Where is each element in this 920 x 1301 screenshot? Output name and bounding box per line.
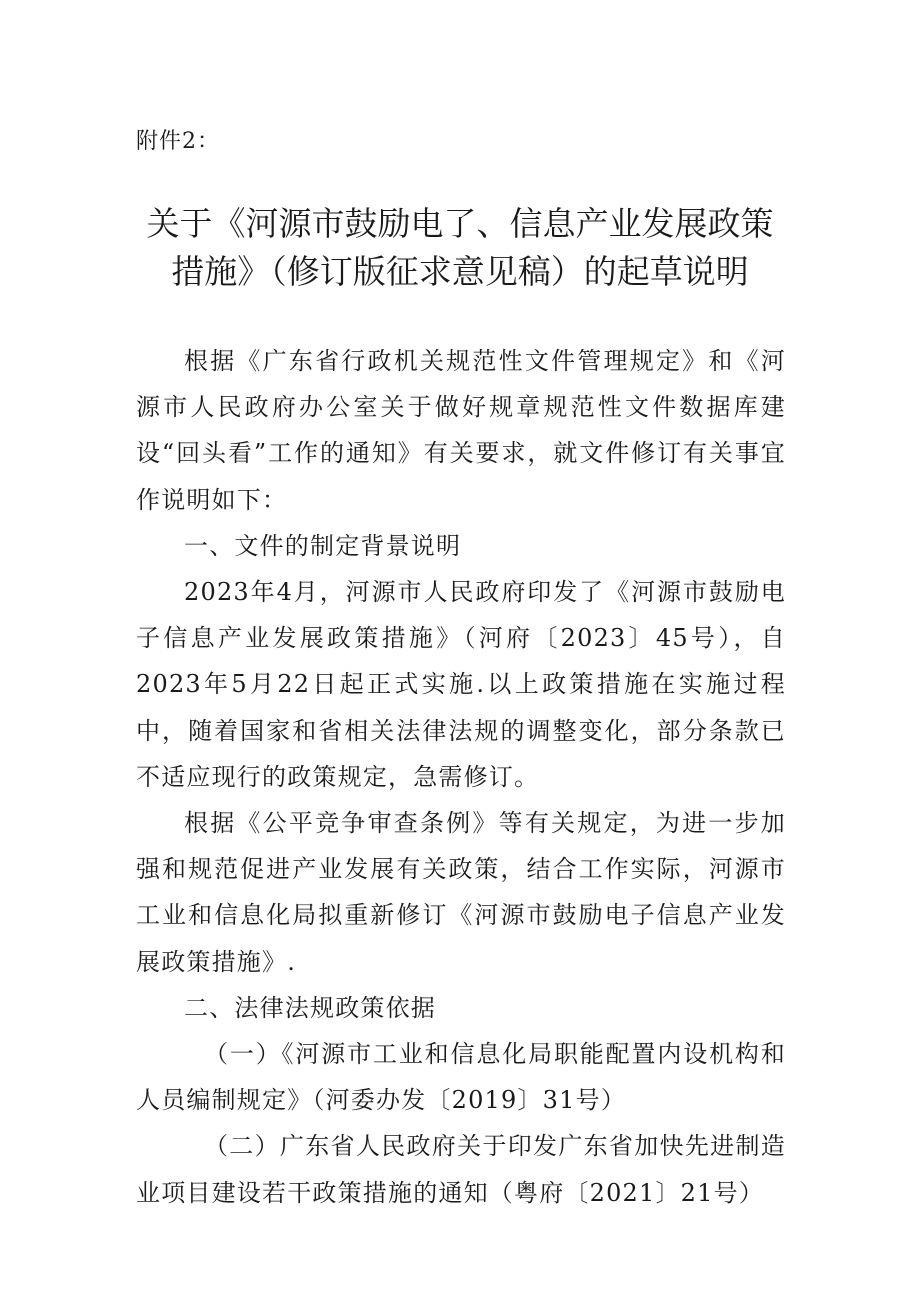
document-body — [136, 338, 786, 1216]
section-heading-background: 一、文件的制定背景说明 — [184, 531, 462, 560]
section-heading-legal-basis: 二、法律法规政策依据 — [184, 993, 436, 1022]
intro-paragraph: 根据《广东省行政机关规范性文件管理规定》和《河源市人民政府办公室关于做好规章规范性文件数据库建设“回头看”工作的通知》有关要求，就文件修订有关事宜作说明如下： — [136, 347, 786, 514]
legal-basis-item-1: （一）《河源市工业和信息化局职能配置内设机构和人员编制规定》（河委办发〔2019〕31号） — [136, 1040, 786, 1115]
legal-basis-item-2: （二）广东省人民政府关于印发广东省加快先进制造业项目建设若干政策措施的通知（粤府〔2021〕21号） — [136, 1132, 786, 1207]
title-line: 关于《河源市鼓励电了、信息产业发展政策 — [146, 204, 774, 243]
revision-paragraph: 根据《公平竞争审查条例》等有关规定，为进一步加强和规范促进产业发展有关政策，结合工作实际，河源市工业和信息化局拟重新修订《河源市鼓励电子信息产业发展政策措施》. — [136, 809, 786, 976]
title-line: 措施》（修订版征求意见稿）的起草说明 — [171, 252, 749, 291]
attachment-label: 附件2： — [136, 129, 220, 154]
background-paragraph: 2023年4月，河源市人民政府印发了《河源市鼓励电子信息产业发展政策措施》（河府〔2023〕45号），自2023年5月22日起正式实施.以上政策措施在实施过程中，随着国家和省相关法律法规的调整变化，部分条款已不适应现行的政策规定，急需修订。 — [136, 578, 786, 791]
document-title — [100, 200, 820, 296]
